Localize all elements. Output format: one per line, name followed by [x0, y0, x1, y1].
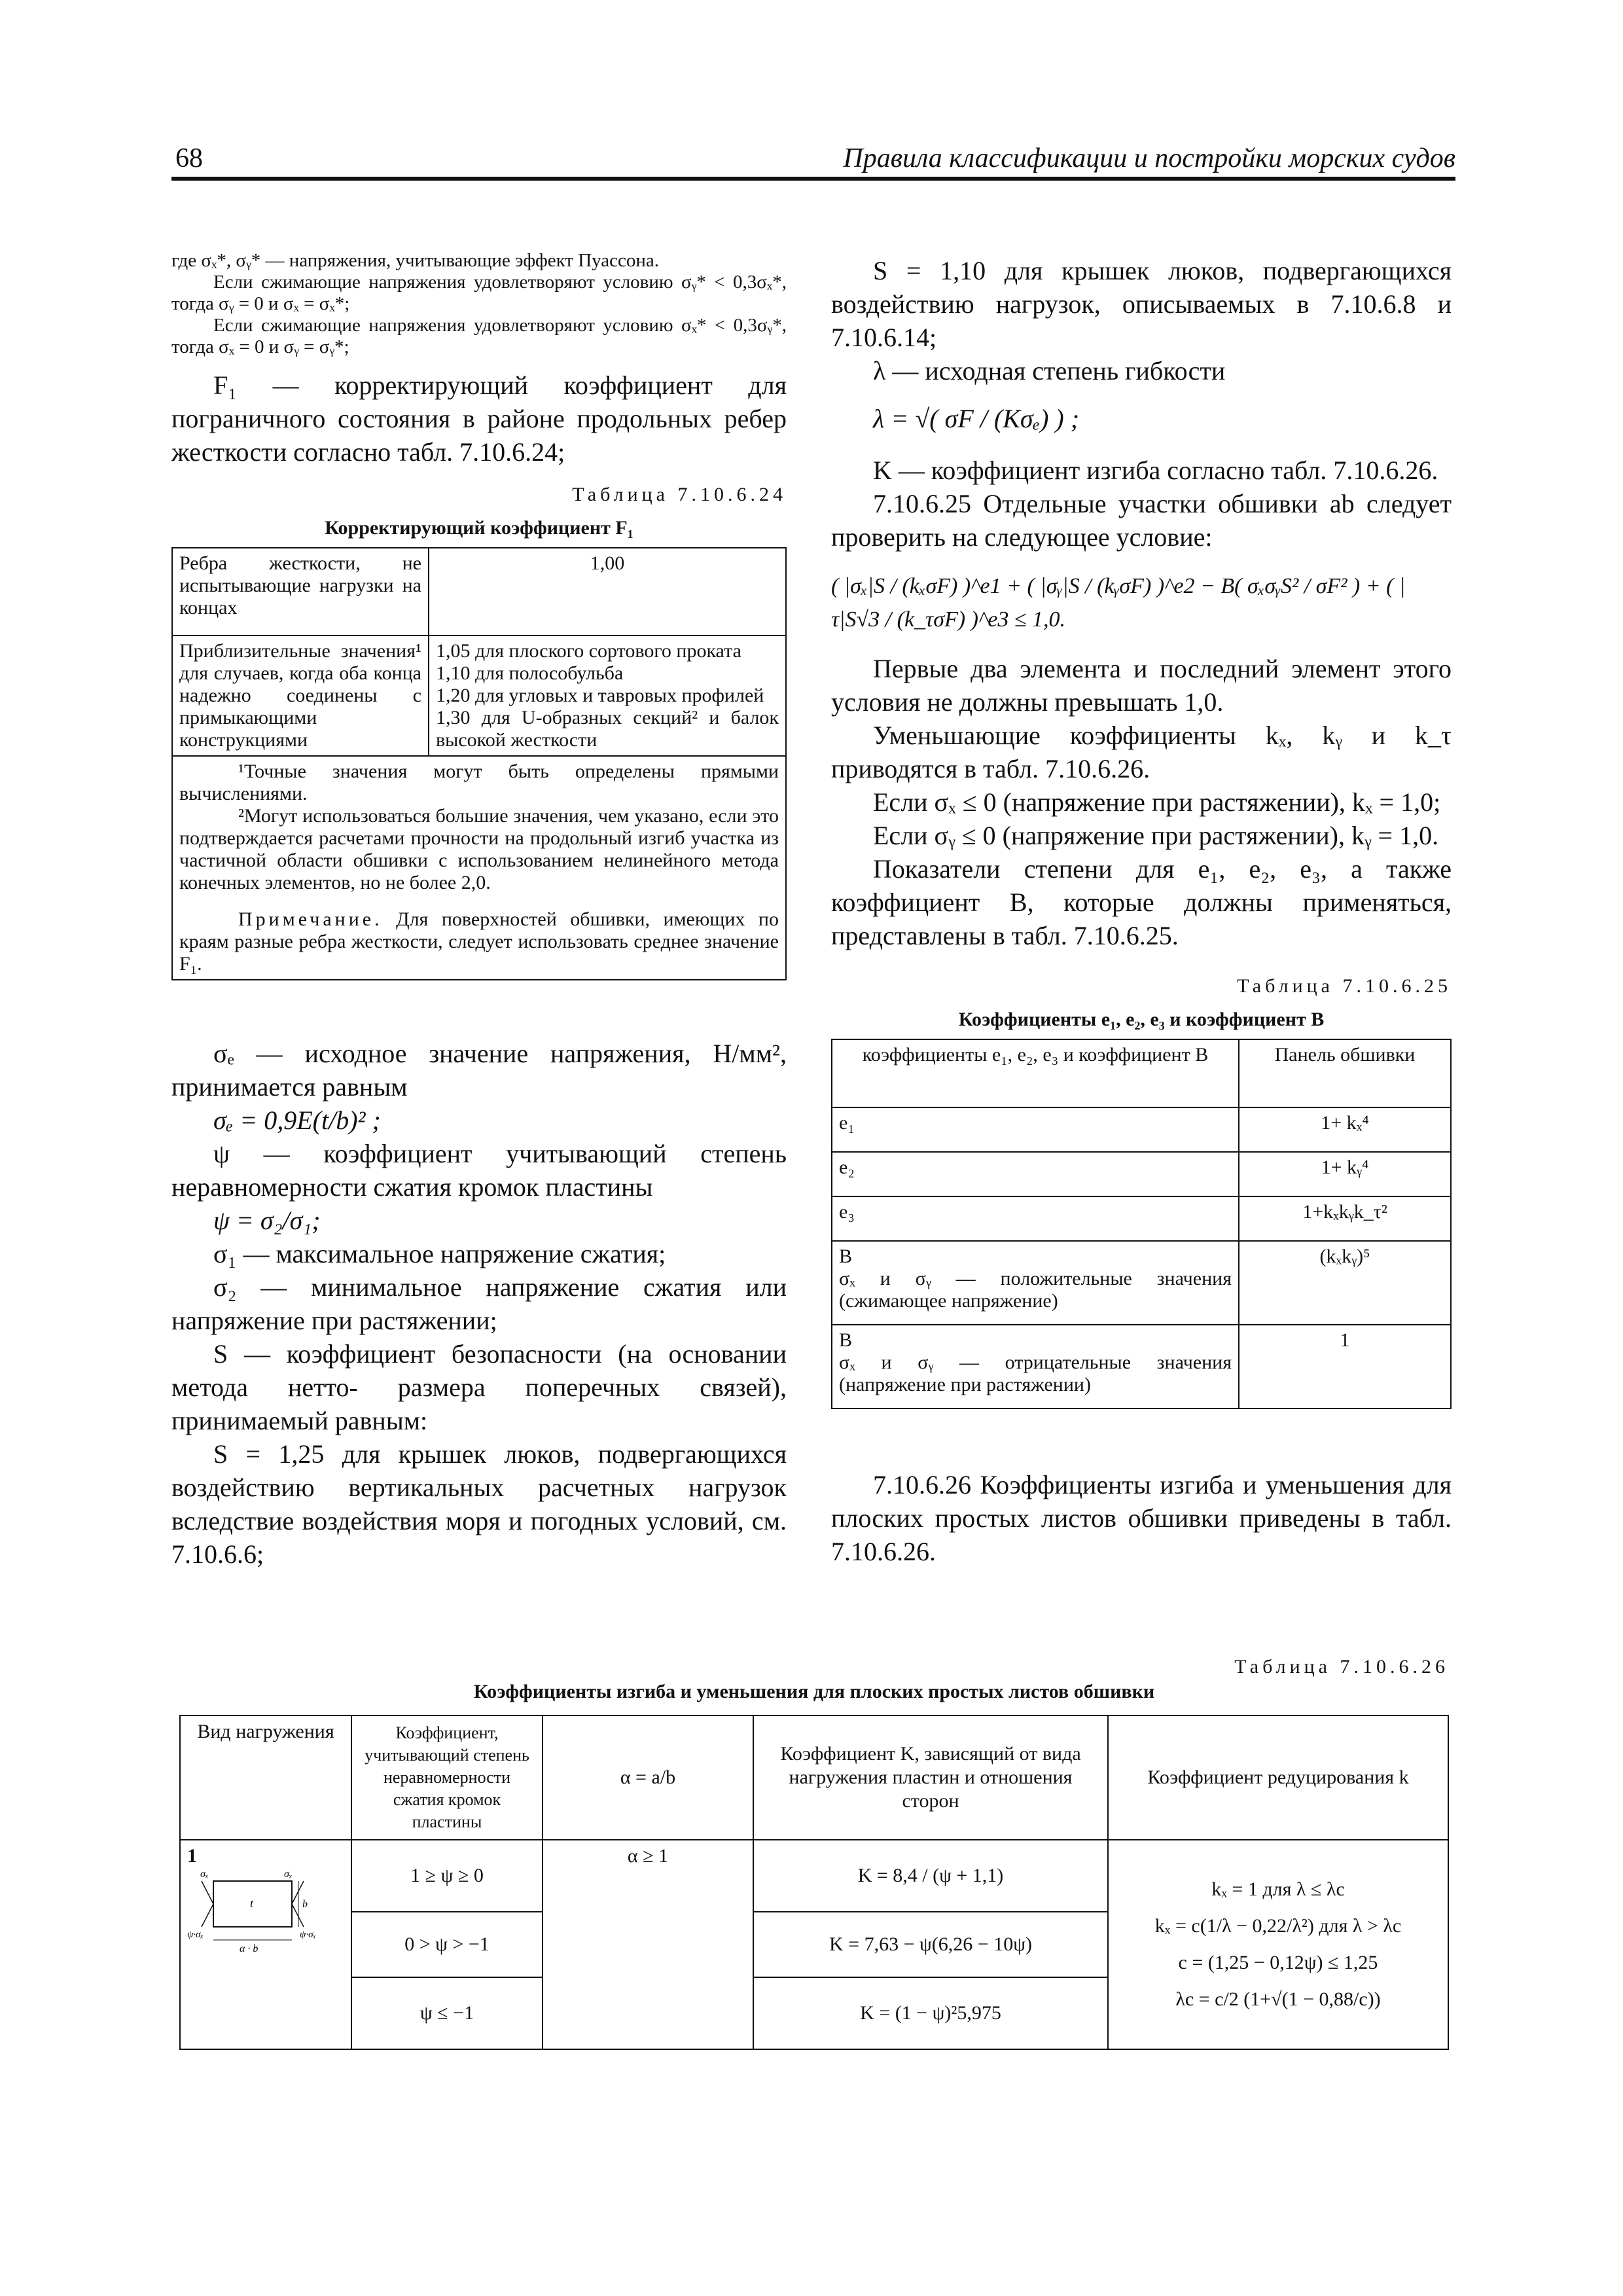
intro-line-2: Если сжимающие напряжения удовлетворяют условию σᵧ* < 0,3σₓ*, тогда σᵧ = 0 и σₓ = σₓ*; [171, 272, 787, 314]
reducing-paragraph: Уменьшающие коэффициенты kₓ, kᵧ и k_τ приводятся в табл. 7.10.6.26. [831, 721, 1452, 783]
table-24-note-1: ¹Точные значения могут быть определены прямыми вычислениями. [179, 761, 779, 804]
sketch-label-t: t [250, 1897, 254, 1910]
psi-range-cell: 1 ≥ ψ ≥ 0 [351, 1840, 543, 1912]
sketch-label-psi: ψ·σₓ [300, 1929, 316, 1940]
reduction-line: λc = c/2 (1+√(1 − 0,88/c)) [1175, 1988, 1381, 2010]
table-25 [831, 1039, 1452, 1409]
table-25-cell: B σₓ и σᵧ — положительные значения (сжимающее напряжение) [832, 1241, 1239, 1325]
f1-paragraph: F₁ — корректирующий коэффициент для пограничного состояния в районе продольных ребер жесткости согласно табл. 7.10.6.24; [171, 370, 787, 467]
lambda-paragraph: λ — исходная степень гибкости [873, 356, 1226, 386]
sigma-e-formula: σₑ = 0,9E(t/b)² ; [213, 1105, 381, 1135]
table-25-cell: 1 [1239, 1325, 1451, 1408]
table-26 [179, 1715, 1449, 2050]
table-24-row2-values [429, 636, 786, 756]
note-label: Примечание. [238, 908, 383, 930]
sketch-label-b: b [302, 1899, 308, 1910]
intro-line-3: Если сжимающие напряжения удовлетворяют условию σₓ* < 0,3σᵧ*, тогда σₓ = 0 и σᵧ = σᵧ*; [171, 315, 787, 357]
sigma2-paragraph: σ₂ — минимальное напряжение сжатия или напряжение при растяжении; [171, 1272, 787, 1335]
table-24-value: 1,05 для плоского сортового проката [436, 640, 741, 662]
table-25-head-right: Панель обшивки [1239, 1039, 1451, 1107]
s-110-paragraph: S = 1,10 для крышек люков, подвергающихся воздействию нагрузок, описываемых в 7.10.6.8 и 7.10.6.14; [831, 256, 1452, 352]
k-paragraph: K — коэффициент изгиба согласно табл. 7.10.6.26. [873, 456, 1438, 485]
table-24-row1-value: 1,00 [429, 548, 786, 636]
psi-range-cell: ψ ≤ −1 [351, 1977, 543, 2049]
main-condition-formula: ( |σₓ|S / (kₓσF) )^e1 + ( |σᵧ|S / (kᵧσF) )^e2 − B( σₓσᵧS² / σF² ) + ( |τ|S√3 / (k_τσF) )^e3 ≤ 1,0. [831, 574, 1406, 632]
table-24 [171, 547, 787, 980]
psi-range-cell: 0 > ψ > −1 [351, 1912, 543, 1977]
exponents-paragraph: Показатели степени для e₁, e₂, e₃, а также коэффициент B, которые должны применяться, представлены в табл. 7.10.6.25. [831, 854, 1452, 950]
table-25-name: Коэффициенты e₁, e₂, e₃ и коэффициент B [958, 1009, 1325, 1030]
load-case-number: 1 [187, 1845, 197, 1867]
psi-paragraph: ψ — коэффициент учитывающий степень неравномерности сжатия кромок пластины [171, 1139, 787, 1202]
lambda-formula: λ = √( σF / (Kσₑ) ) ; [873, 404, 1080, 433]
safety-factor-paragraph: S — коэффициент безопасности (на основании метода нетто- размера поперечных связей), принимаемый равным: [171, 1339, 787, 1435]
table-24-value: 1,20 для угловых и тавровых профилей [436, 685, 764, 706]
table-24-row1-label: Ребра жесткости, не испытывающие нагрузки на концах [172, 548, 429, 636]
table-24-value: 1,10 для полособульба [436, 662, 624, 684]
table-25-cell: (kₓkᵧ)⁵ [1239, 1241, 1451, 1325]
alpha-cell: α ≥ 1 [543, 1840, 753, 2049]
header-rule [171, 177, 1455, 181]
table-24-value: 1,30 для U-образных секций² и балок высокой жесткости [436, 707, 779, 751]
intro-line-1: где σₓ*, σᵧ* — напряжения, учитывающие эффект Пуассона. [171, 250, 660, 271]
table-26-header: Коэффициент K, зависящий от вида нагружения пластин и отношения сторон [753, 1715, 1108, 1840]
table-24-name: Корректирующий коэффициент F₁ [325, 517, 633, 539]
sketch-label-ab: α · b [240, 1943, 259, 1954]
table-24-note-2: ²Могут использоваться большие значения, чем указано, если это подтверждается расчетами прочности на продольный изгиб участка из частичной области обшивки с использованием нелинейного метода конечных элементов, но не более 2,0. [179, 805, 779, 893]
table-25-cell: 1+kₓkᵧk_τ² [1239, 1196, 1451, 1241]
table-26-caption: Таблица 7.10.6.26 [1234, 1656, 1449, 1677]
table-26-header: α = a/b [543, 1715, 753, 1840]
table-26-block [179, 1656, 1449, 2050]
table-26-header: Коэффициент редуцирования k [1108, 1715, 1448, 1840]
reduction-cell [1108, 1840, 1448, 2049]
k-value-cell: K = 8,4 / (ψ + 1,1) [753, 1840, 1108, 1912]
plate-sketch-icon [187, 1868, 331, 1966]
left-column [171, 250, 787, 1571]
table-25-cell: e₃ [832, 1196, 1239, 1241]
table-25-caption: Таблица 7.10.6.25 [1237, 975, 1452, 997]
note-text: Для поверхностей обшивки, имеющих по краям разные ребра жесткости, следует использовать среднее значение F₁. [179, 908, 779, 975]
right-column [831, 254, 1452, 1568]
running-header-title: Правила классификации и постройки морских судов [843, 143, 1455, 173]
first-two-paragraph: Первые два элемента и последний элемент этого условия не должны превышать 1,0. [831, 654, 1452, 717]
if-x-paragraph: Если σₓ ≤ 0 (напряжение при растяжении), kₓ = 1,0; [873, 787, 1441, 817]
psi-formula: ψ = σ₂/σ₁; [213, 1206, 321, 1235]
clause-26-paragraph: 7.10.6.26 Коэффициенты изгиба и уменьшения для плоских простых листов обшивки приведены в табл. 7.10.6.26. [831, 1470, 1452, 1566]
sketch-label-psi: ψ·σₓ [187, 1929, 204, 1940]
table-24-notes [172, 756, 786, 980]
clause-25-paragraph: 7.10.6.25 Отдельные участки обшивки ab следует проверить на следующее условие: [831, 489, 1452, 552]
k-value-cell: K = (1 − ψ)²5,975 [753, 1977, 1108, 2049]
if-y-paragraph: Если σᵧ ≤ 0 (напряжение при растяжении), kᵧ = 1,0. [873, 821, 1439, 850]
k-value-cell: K = 7,63 − ψ(6,26 − 10ψ) [753, 1912, 1108, 1977]
table-25-head-left: коэффициенты e₁, e₂, e₃ и коэффициент B [832, 1039, 1239, 1107]
table-25-cell: 1+ kₓ⁴ [1239, 1107, 1451, 1152]
sketch-label-sx: σₓ [284, 1869, 293, 1880]
table-24-row2-label: Приблизительные значения¹ для случаев, когда оба конца надежно соединены с примыкающими конструкциями [172, 636, 429, 756]
table-24-caption: Таблица 7.10.6.24 [572, 484, 787, 505]
reduction-line: kₓ = 1 для λ ≤ λc [1211, 1878, 1345, 1900]
s-125-paragraph: S = 1,25 для крышек люков, подвергающихся воздействию вертикальных расчетных нагрузок вследствие воздействия моря и погодных условий, см. 7.10.6.6; [171, 1439, 787, 1569]
table-26-name: Коэффициенты изгиба и уменьшения для плоских простых листов обшивки [473, 1681, 1155, 1702]
sigma-e-paragraph: σₑ — исходное значение напряжения, Н/мм², принимается равным [171, 1039, 787, 1102]
page-number: 68 [175, 143, 203, 173]
table-26-header: Вид нагружения [180, 1715, 351, 1840]
table-25-cell: e₂ [832, 1152, 1239, 1196]
load-case-cell [180, 1840, 351, 2049]
sigma1-paragraph: σ₁ — максимальное напряжение сжатия; [213, 1239, 666, 1268]
table-26-header: Коэффициент, учитывающий степень неравномерности сжатия кромок пластины [351, 1715, 543, 1840]
table-25-cell: B σₓ и σᵧ — отрицательные значения (напряжение при растяжении) [832, 1325, 1239, 1408]
table-25-cell: e₁ [832, 1107, 1239, 1152]
reduction-line: c = (1,25 − 0,12ψ) ≤ 1,25 [1178, 1952, 1378, 1973]
table-25-cell: 1+ kᵧ⁴ [1239, 1152, 1451, 1196]
sketch-label-sx: σₓ [200, 1869, 209, 1880]
table-24-note-3 [179, 908, 779, 975]
reduction-line: kₓ = c(1/λ − 0,22/λ²) для λ > λc [1154, 1915, 1402, 1937]
